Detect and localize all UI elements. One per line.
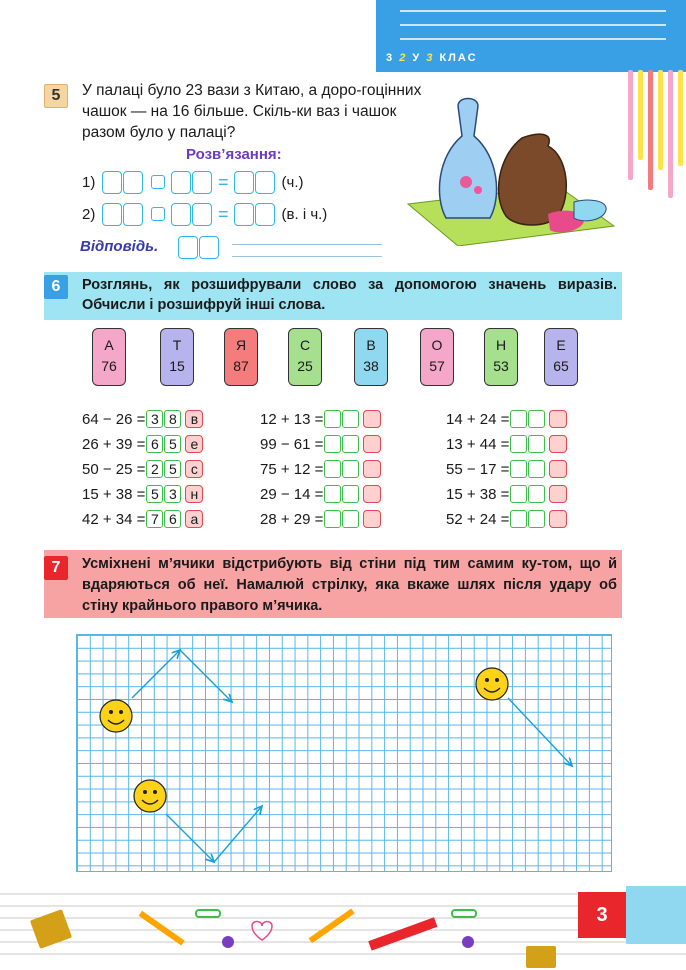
expression: 75 + 12 = [260,460,324,478]
answer-box[interactable] [199,236,219,259]
expression-row [82,483,203,505]
page-tab [626,886,686,944]
solution-row-1: 1) = (ч.) [82,171,304,192]
card-value: 65 [553,358,569,374]
answer-box[interactable] [171,171,191,194]
card-letter: Я [235,337,247,353]
solution-heading: Розв’язання: [186,146,282,163]
expression: 12 + 13 = [260,410,324,428]
answer-line[interactable] [232,256,382,257]
expression-row [446,508,567,530]
task-7-number: 7 [44,556,68,580]
digit-box[interactable] [528,435,545,453]
operator-box[interactable] [151,175,165,189]
expression: 99 − 61 = [260,435,324,453]
smiley-ball-left-icon [100,700,132,732]
expression-row [82,433,203,455]
task-6-text: Розглянь, як розшифрували слово за допомогою значень виразів. Обчисли і розшифруй інші слова. [82,277,617,313]
unit-label: (ч.) [281,173,304,191]
letter-box[interactable] [549,435,567,453]
task-5-number: 5 [44,84,68,108]
pushpin-icon [222,936,234,948]
letter-card [544,328,578,386]
letter-card [420,328,454,386]
answer-box[interactable] [171,203,191,226]
card-letter: Е [556,337,566,353]
expression: 14 + 24 = [446,410,510,428]
letter-box[interactable]: е [185,435,203,453]
letter-card [224,328,258,386]
digit-box[interactable] [528,510,545,528]
letter-card [288,328,322,386]
letter-box[interactable] [549,510,567,528]
expression-row [260,508,381,530]
digit-box[interactable]: 5 [146,485,163,503]
digit-box[interactable]: 6 [146,435,163,453]
notebook-icon [526,946,556,968]
digit-box[interactable] [324,510,341,528]
pencil-icon [139,911,185,946]
letter-card [354,328,388,386]
letter-box[interactable] [363,410,381,428]
card-value: 38 [363,358,379,374]
card-letter: О [431,337,443,353]
expression-row [446,458,567,480]
digit-box[interactable]: 3 [146,410,163,428]
digit-box[interactable] [342,460,359,478]
page-number: 3 [578,892,626,938]
digit-box[interactable] [324,410,341,428]
answer-box[interactable] [255,171,275,194]
answer-label: Відповідь. [80,238,159,255]
task-5-text: У палаці було 23 вази з Китаю, а доро-гоцінних чашок — на 16 більше. Скіль-ки ваз і чашок разом було у палаці? [82,82,422,141]
expression: 26 + 39 = [82,435,146,453]
expression-row [260,433,381,455]
digit-box[interactable] [324,485,341,503]
digit-box[interactable] [510,485,527,503]
digit-box[interactable] [342,485,359,503]
expression-row [260,408,381,430]
letter-card [160,328,194,386]
digit-box[interactable]: 5 [164,460,181,478]
expression: 64 − 26 = [82,410,146,428]
digit-box[interactable] [324,435,341,453]
pencil-icon [309,908,355,943]
card-value: 25 [297,358,313,374]
letter-box[interactable] [549,410,567,428]
expression: 55 − 17 = [446,460,510,478]
answer-line[interactable] [232,244,382,245]
card-value: 57 [429,358,445,374]
task-7-text: Усміхнені м’ячики відстрибують від стіни під тим самим ку-том, що й вдаряються об неї. Намалюй стрілку, яка вкаже шлях після удару об стіну крайнього правого м’ячика. [82,556,617,614]
letter-box[interactable] [363,435,381,453]
expression-row [82,458,203,480]
notebook-icon [30,909,72,949]
unit-label: (в. і ч.) [281,205,328,223]
card-letter: В [366,337,376,353]
letter-box[interactable] [549,485,567,503]
digit-box[interactable] [510,410,527,428]
letter-box[interactable] [363,485,381,503]
expression-row [82,408,203,430]
digit-box[interactable] [342,510,359,528]
solution-row-2: 2) = (в. і ч.) [82,203,328,224]
card-letter: Т [172,337,182,353]
expression: 15 + 38 = [446,485,510,503]
digit-box[interactable] [324,460,341,478]
digit-box[interactable]: 8 [164,410,181,428]
digit-box[interactable] [510,460,527,478]
digit-box[interactable]: 3 [164,485,181,503]
ruler-icon [368,917,437,950]
letter-box[interactable]: с [185,460,203,478]
card-value: 15 [169,358,185,374]
answer-box[interactable] [234,171,254,194]
expression: 52 + 24 = [446,510,510,528]
digit-box[interactable] [510,510,527,528]
digit-box[interactable] [528,460,545,478]
expression-row [260,458,381,480]
answer-box[interactable] [123,203,143,226]
expression-row [82,508,203,530]
digit-box[interactable]: 6 [164,510,181,528]
smiley-ball-right-icon [476,668,508,700]
letter-box[interactable]: а [185,510,203,528]
answer-box[interactable] [255,203,275,226]
digit-box[interactable]: 5 [164,435,181,453]
equals-sign: = [218,171,229,192]
expression-row [260,483,381,505]
expression-row [446,408,567,430]
card-letter: С [299,337,311,353]
digit-box[interactable] [342,410,359,428]
letter-box[interactable] [363,510,381,528]
answer-box[interactable] [192,203,212,226]
letter-card [484,328,518,386]
expression-row [446,433,567,455]
ball-paths [76,634,612,872]
expression-row [446,483,567,505]
digit-box[interactable]: 2 [146,460,163,478]
answer-box[interactable] [192,171,212,194]
digit-box[interactable] [528,485,545,503]
expression: 29 − 14 = [260,485,324,503]
task-6-number: 6 [44,275,68,299]
paperclip-icon [452,910,476,917]
equals-sign: = [218,203,229,224]
expression: 13 + 44 = [446,435,510,453]
letter-box[interactable] [549,460,567,478]
answer-box[interactable] [178,236,198,259]
answer-box[interactable] [102,203,122,226]
answer-box[interactable] [123,171,143,194]
pushpin-icon [462,936,474,948]
card-value: 76 [101,358,117,374]
answer-box[interactable] [234,203,254,226]
letter-card [92,328,126,386]
header-band [376,0,686,72]
letter-box[interactable] [363,460,381,478]
expression: 50 − 25 = [82,460,146,478]
answer-box[interactable] [102,171,122,194]
card-value: 87 [233,358,249,374]
digit-box[interactable] [342,435,359,453]
card-value: 53 [493,358,509,374]
digit-box[interactable] [510,435,527,453]
expression: 15 + 38 = [82,485,146,503]
letter-box[interactable]: в [185,410,203,428]
card-letter: А [104,337,114,353]
paperclip-icon [196,910,220,917]
smiley-ball-bottom-icon [134,780,166,812]
operator-box[interactable] [151,207,165,221]
heart-icon [252,922,272,941]
answer-boxes [178,236,220,259]
digit-box[interactable]: 7 [146,510,163,528]
expression: 42 + 34 = [82,510,146,528]
letter-box[interactable]: н [185,485,203,503]
decorative-stripes [622,70,686,200]
grade-label: 3 2 У 3 КЛАС [386,52,478,64]
expression: 28 + 29 = [260,510,324,528]
card-letter: Н [495,337,507,353]
vases-illustration [398,86,624,246]
digit-box[interactable] [528,410,545,428]
